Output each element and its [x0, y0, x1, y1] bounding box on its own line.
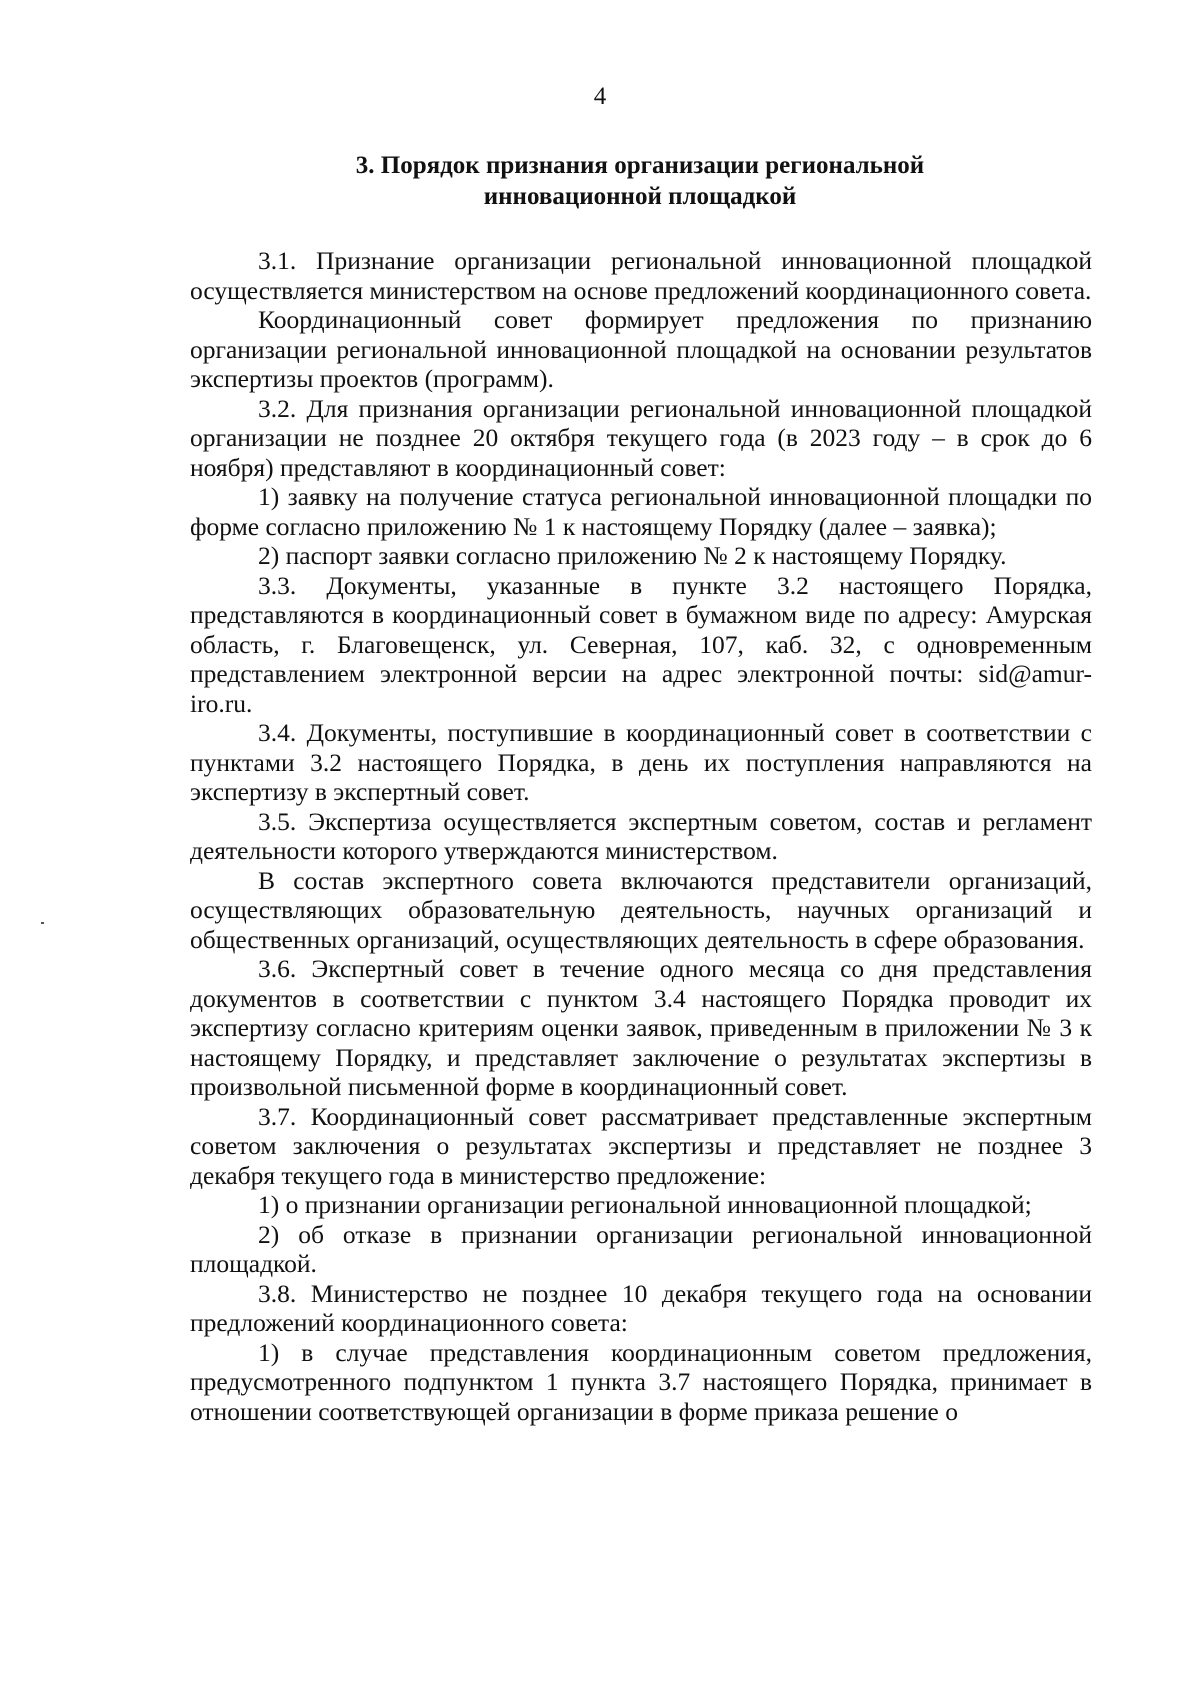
paragraph-expert-council-composition: В состав экспертного совета включаются представители организаций, осуществляющих образовательную деятельность, научных организаций и общественных организаций, осуществляющих деятельность в сфере образования.: [190, 865, 1092, 954]
list-item-application: 1) заявку на получение статуса региональной инновационной площадки по форме согласно приложению № 1 к настоящему Порядку (далее – заявка);: [190, 482, 1092, 541]
list-item-refusal: 2) об отказе в признании организации региональной инновационной площадкой.: [190, 1219, 1092, 1278]
paragraph-coordination-council: Координационный совет формирует предложения по признанию организации региональной инновационной площадкой на основании результатов экспертизы проектов (программ).: [190, 305, 1092, 393]
paragraph-3-6: 3.6. Экспертный совет в течение одного месяца со дня представления документов в соответствии с пунктом 3.4 настоящего Порядка проводит их экспертизу согласно критериям оценки заявок, приведенным в приложении № 3 к настоящему Порядку, и представляет заключение о результатах экспертизы в произвольной письменной форме в координационный совет.: [190, 954, 1092, 1101]
paragraph-3-3: 3.3. Документы, указанные в пункте 3.2 настоящего Порядка, представляются в координационный совет в бумажном виде по адресу: Амурская область, г. Благовещенск, ул. Северная, 107, каб. 32, с одновременным представлением электронной версии на адрес электронной почты: sid@amur-iro.ru.: [190, 570, 1092, 718]
document-body: [190, 246, 1092, 1426]
section-heading-line-1: 3. Порядок признания организации региональной: [355, 152, 925, 179]
paragraph-3-8: 3.8. Министерство не позднее 10 декабря текущего года на основании предложений координационного совета:: [190, 1278, 1092, 1337]
list-item-decision: 1) в случае представления координационным советом предложения, предусмотренного подпунктом 1 пункта 3.7 настоящего Порядка, принимает в отношении соответствующей организации в форме приказа решение о: [190, 1337, 1092, 1426]
section-heading: [300, 150, 980, 212]
section-heading-line-2: инновационной площадкой: [483, 183, 797, 210]
paragraph-3-2: 3.2. Для признания организации региональной инновационной площадкой организации не позднее 20 октября текущего года (в 2023 году – в срок до 6 ноября) представляют в координационный совет:: [190, 393, 1092, 482]
list-item-recognition: 1) о признании организации региональной инновационной площадкой;: [258, 1190, 1032, 1219]
paragraph-3-7: 3.7. Координационный совет рассматривает представленные экспертным советом заключения о результатах экспертизы и представляет не позднее 3 декабря текущего года в министерство предложение:: [190, 1101, 1092, 1190]
paragraph-3-5: 3.5. Экспертиза осуществляется экспертным советом, состав и регламент деятельности которого утверждаются министерством.: [190, 806, 1092, 865]
paragraph-3-1: 3.1. Признание организации региональной инновационной площадкой осуществляется министерством на основе предложений координационного совета.: [190, 246, 1092, 305]
list-item-passport: 2) паспорт заявки согласно приложению № 2 к настоящему Порядку.: [258, 541, 1007, 570]
page-number: 4: [593, 83, 607, 110]
scan-speck: [41, 922, 44, 924]
paragraph-3-4: 3.4. Документы, поступившие в координационный совет в соответствии с пунктами 3.2 настоящего Порядка, в день их поступления направляются на экспертизу в экспертный совет.: [190, 718, 1092, 806]
